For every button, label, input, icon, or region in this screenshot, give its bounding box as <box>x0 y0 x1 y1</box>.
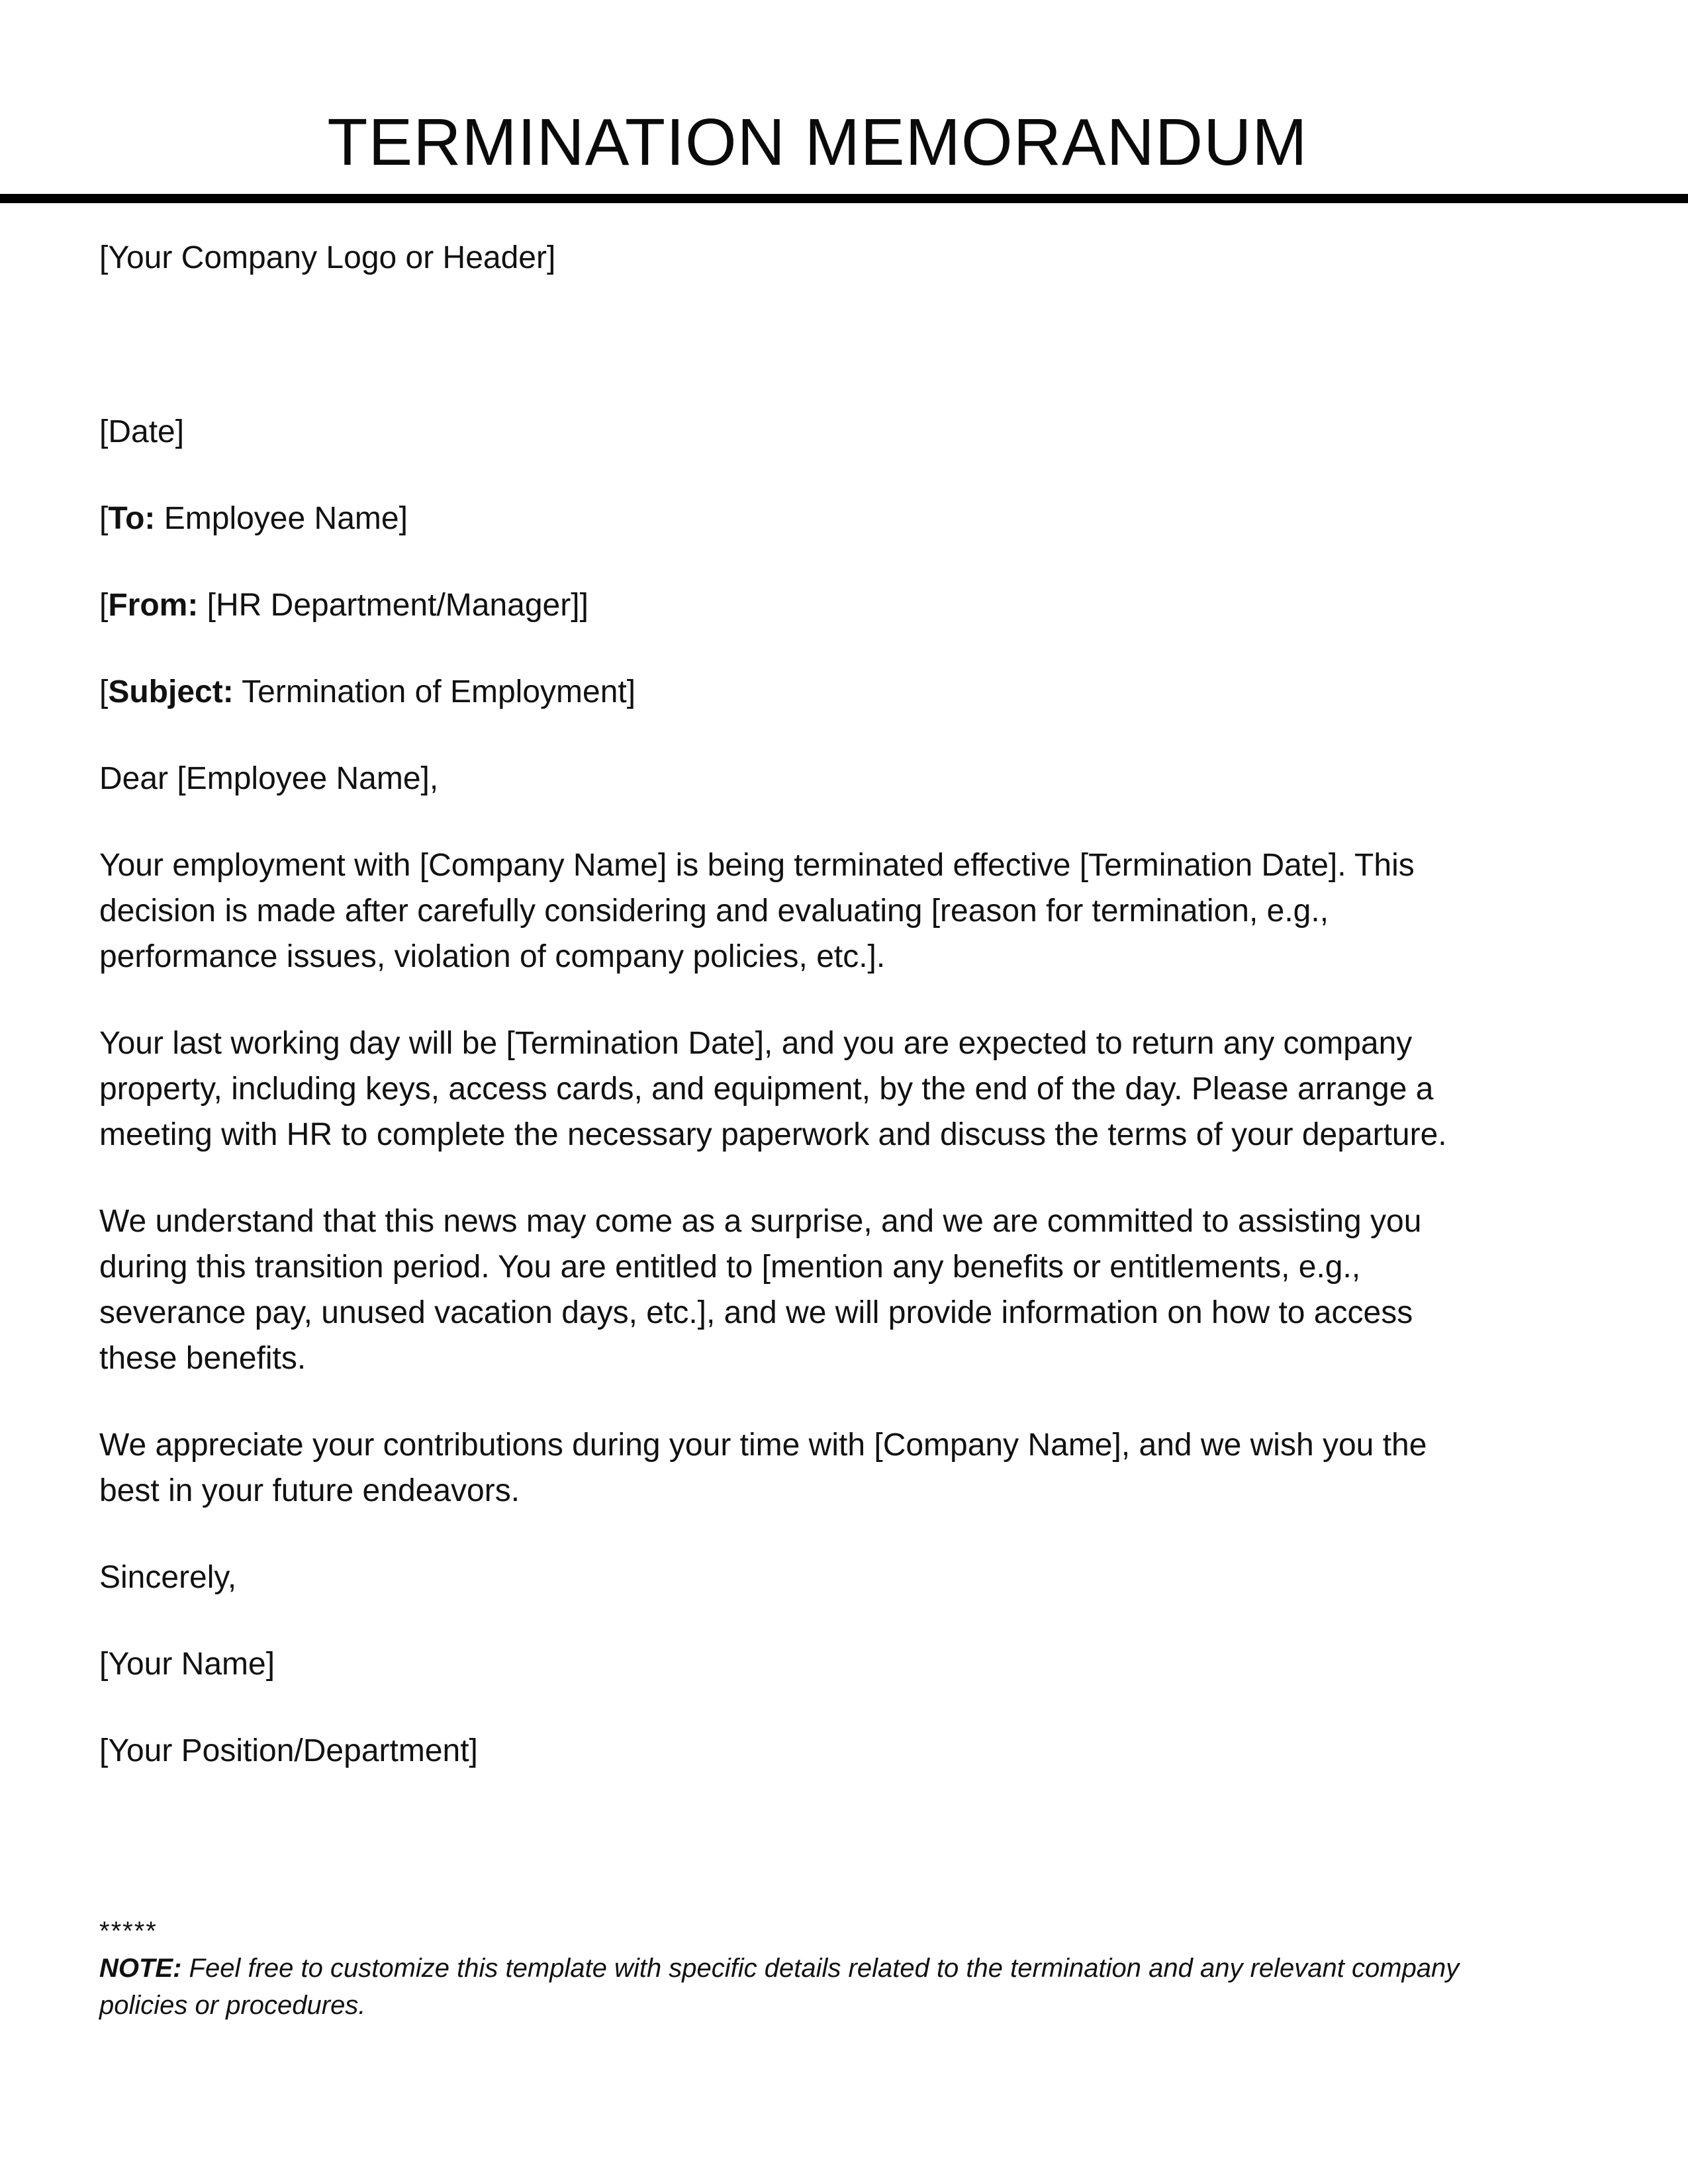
paragraph-line: severance pay, unused vacation days, etc.], and we will provide information on how to access <box>99 1295 1413 1330</box>
subject-open-bracket: [ <box>99 674 109 709</box>
closing: Sincerely, <box>99 1560 237 1595</box>
footer-note-line <box>99 1950 1622 1987</box>
paragraph-line: during this transition period. You are entitled to [mention any benefits or entitlements, e.g., <box>99 1250 1361 1285</box>
from-open-bracket: [ <box>99 588 109 623</box>
signature-name: [Your Name] <box>99 1647 275 1682</box>
paragraph-line: decision is made after carefully considering and evaluating [reason for termination, e.g., <box>99 893 1329 929</box>
to-value: Employee Name] <box>155 501 408 536</box>
paragraph-line: performance issues, violation of company policies, etc.]. <box>99 939 886 974</box>
subject-line <box>99 669 1582 715</box>
footer-note-section <box>99 1913 1622 2024</box>
company-header-placeholder: [Your Company Logo or Header] <box>99 240 556 275</box>
to-line <box>99 496 1582 541</box>
note-label: NOTE: <box>99 1954 182 1983</box>
paragraph-line: property, including keys, access cards, and equipment, by the end of the day. Please arrange a <box>99 1071 1434 1107</box>
from-label: From: <box>108 588 199 623</box>
title-divider <box>0 194 1688 203</box>
paragraph-line: best in your future endeavors. <box>99 1473 520 1508</box>
paragraph-appreciation <box>99 1422 1582 1514</box>
footer-note <box>99 1950 1622 2024</box>
paragraph-line: Your last working day will be [Termination Date], and you are expected to return any company <box>99 1026 1413 1061</box>
salutation: Dear [Employee Name], <box>99 761 439 796</box>
to-open-bracket: [ <box>99 501 109 536</box>
paragraph-line: Your employment with [Company Name] is being terminated effective [Termination Date]. This <box>99 848 1415 883</box>
to-label: To: <box>108 501 156 536</box>
footer-separator: ***** <box>99 1917 158 1946</box>
paragraph-last-day <box>99 1021 1582 1158</box>
paragraph-benefits <box>99 1199 1582 1381</box>
paragraph-line: meeting with HR to complete the necessary paperwork and discuss the terms of your departure. <box>99 1117 1447 1152</box>
memo-body <box>99 235 1582 1774</box>
from-value: [HR Department/Manager]] <box>198 588 588 623</box>
note-text: Feel free to customize this template with specific details related to the termination and any relevant company <box>181 1954 1460 1983</box>
date-line: [Date] <box>99 414 185 449</box>
paragraph-line: We appreciate your contributions during your time with [Company Name], and we wish you the <box>99 1428 1427 1463</box>
from-line <box>99 582 1582 628</box>
subject-value: Termination of Employment] <box>233 674 636 709</box>
paragraph-termination-notice <box>99 842 1582 979</box>
paragraph-line: these benefits. <box>99 1341 306 1376</box>
signature-position: [Your Position/Department] <box>99 1733 478 1768</box>
document-title: TERMINATION MEMORANDUM <box>327 105 1308 179</box>
subject-label: Subject: <box>108 674 234 709</box>
footer-note-line: policies or procedures. <box>99 1991 366 2020</box>
paragraph-line: We understand that this news may come as a surprise, and we are committed to assisting you <box>99 1204 1422 1239</box>
